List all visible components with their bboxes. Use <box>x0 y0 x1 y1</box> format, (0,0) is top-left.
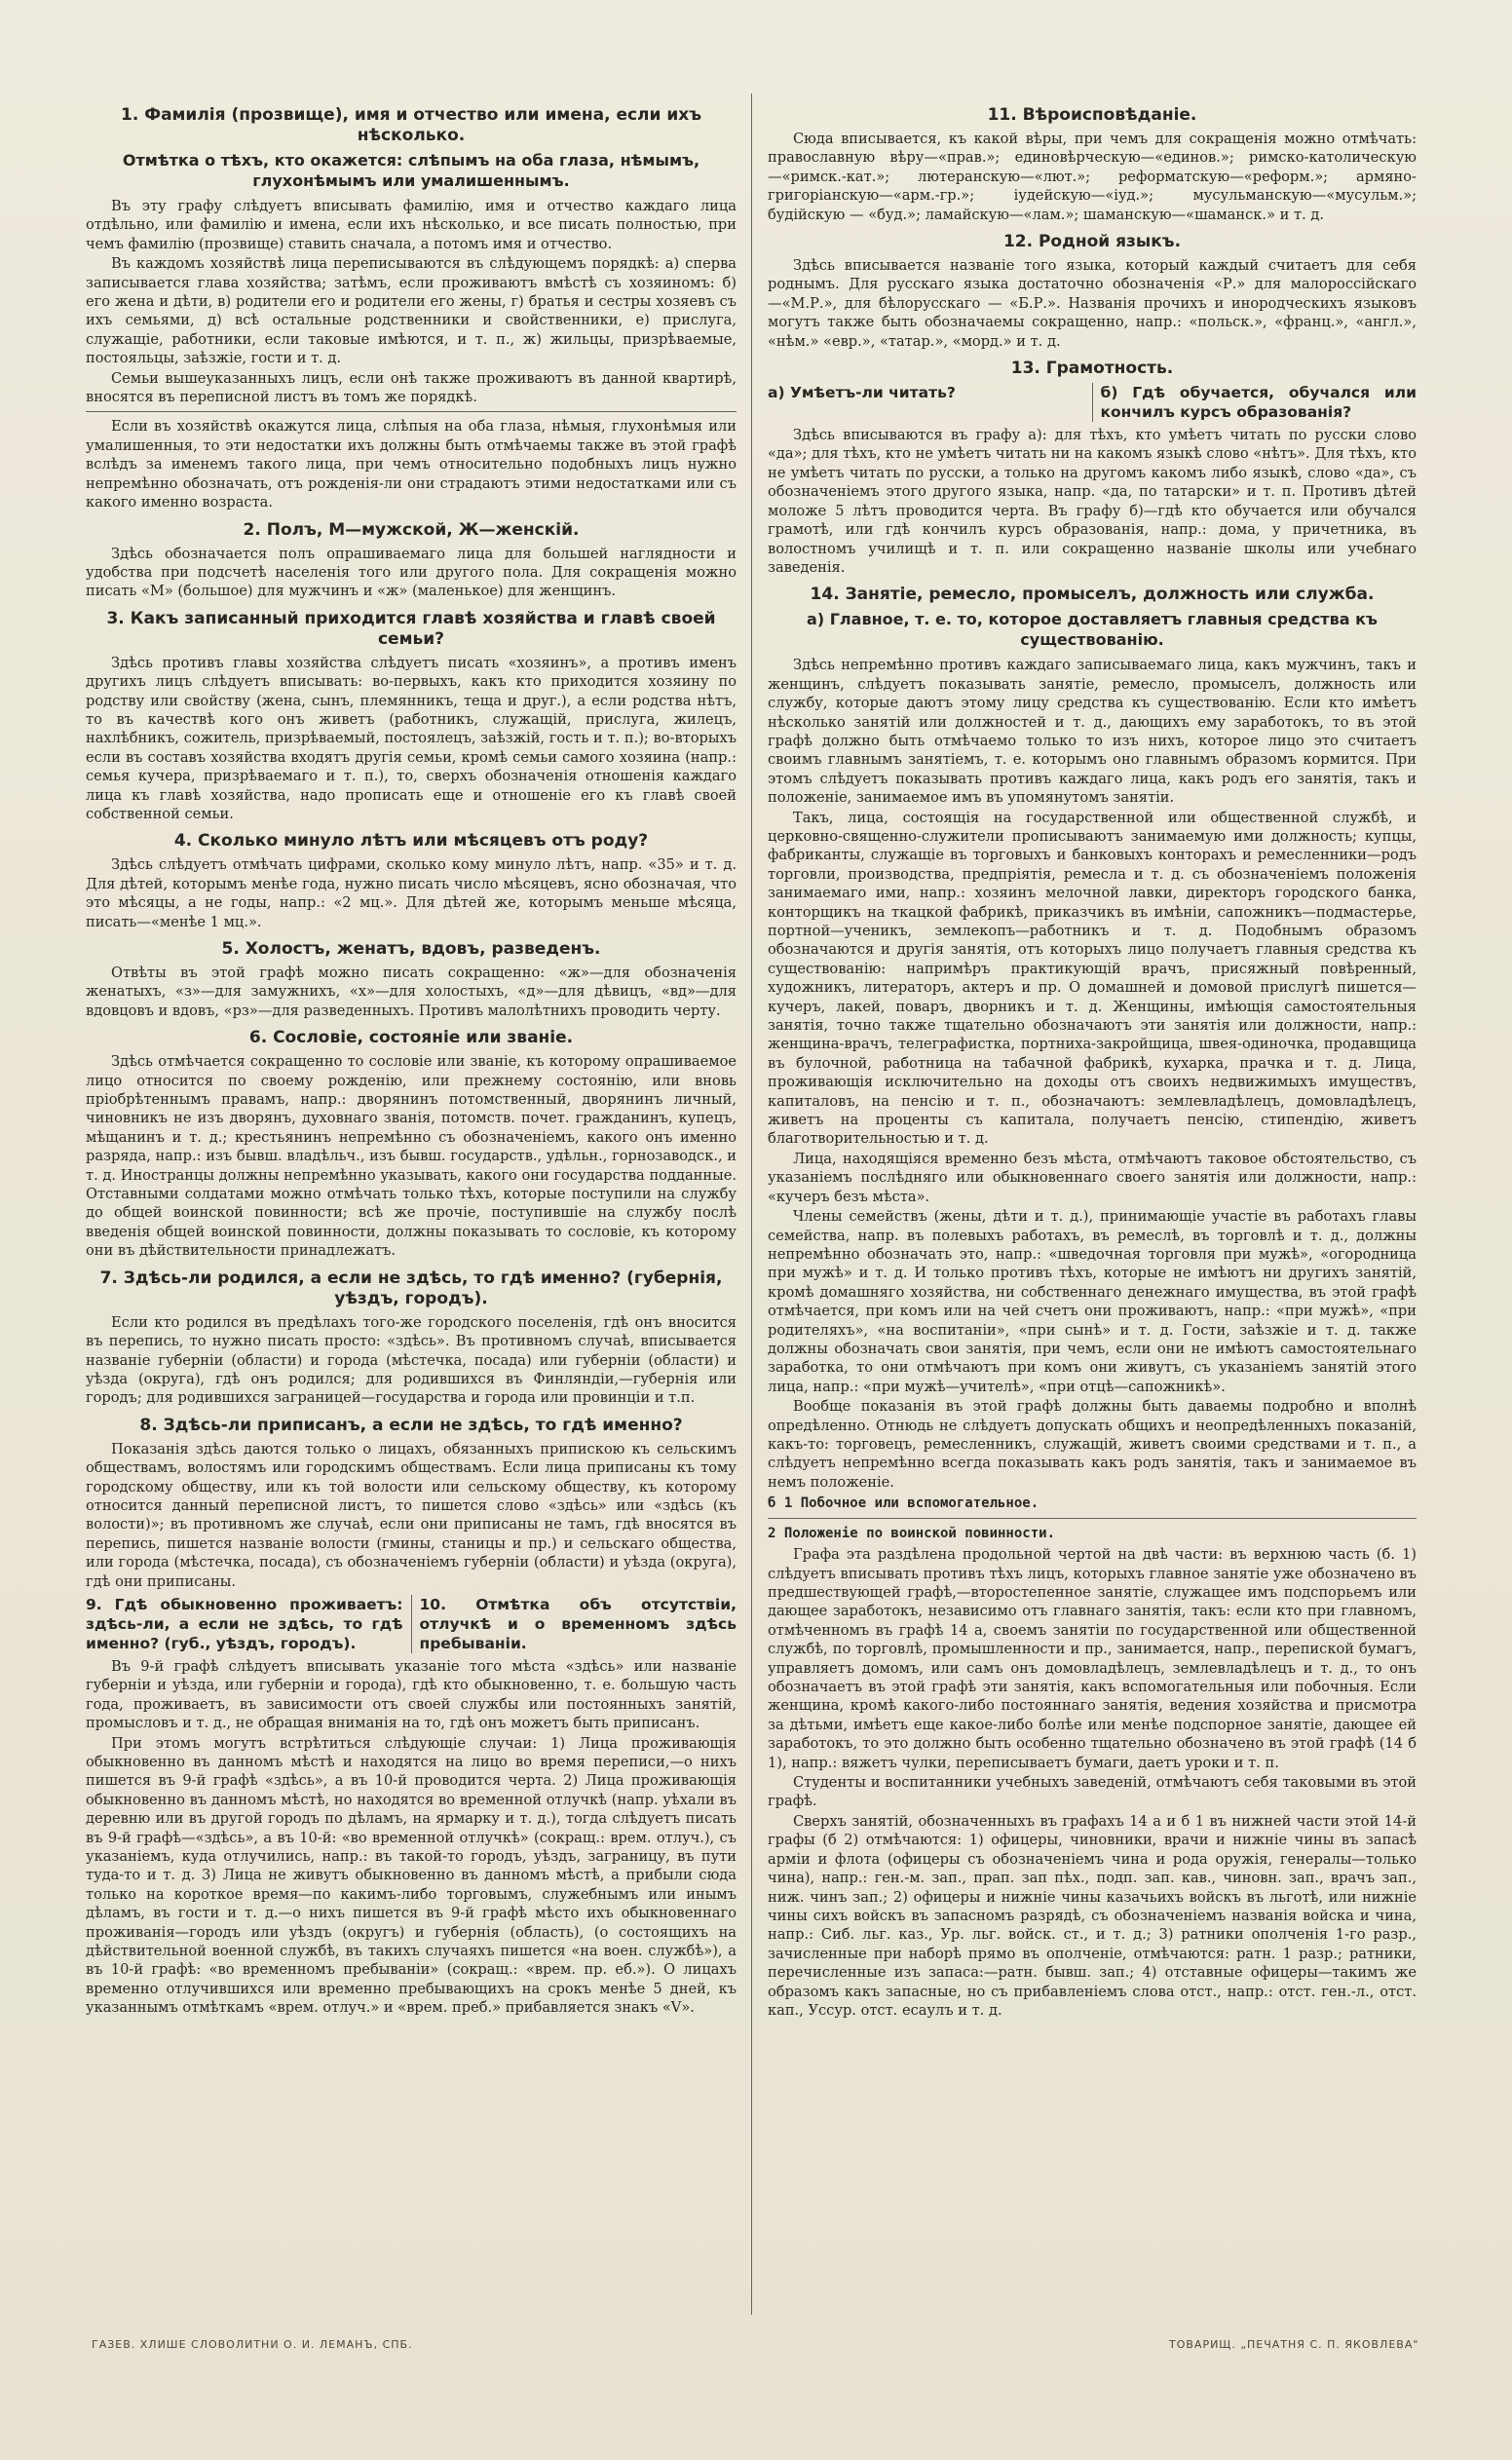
paragraph: Семьи вышеуказанныхъ лицъ, если онѣ также проживаютъ въ данной квартирѣ, вносятся въ переписной листъ въ томъ же порядкѣ. <box>86 369 737 406</box>
section-4-title: 4. Сколько минуло лѣтъ или мѣсяцевъ отъ роду? <box>173 831 649 852</box>
paragraph: Здѣсь непремѣнно противъ каждаго записываемаго лица, какъ мужчинъ, такъ и женщинъ, слѣдуетъ показывать занятіе, ремесло, промыселъ, должность или службу, которые даютъ этому лицу средства къ существованію. Если кто имѣетъ нѣсколько занятій или должностей и т. д., дающихъ ему заработокъ, то въ этой графѣ должно быть отмѣчаемо только то изъ нихъ, которое лицо это считаетъ своимъ главнымъ занятіемъ, т. е. которымъ оно главнымъ образомъ кормится. При этомъ слѣдуетъ показывать противъ каждаго лица, какъ родъ его занятія, такъ и положеніе, занимаемое имъ въ упомянутомъ занятіи. <box>768 657 1417 807</box>
paragraph: Члены семействъ (жены, дѣти и т. д.), принимающіе участіе въ работахъ главы семейства, напр. въ полевыхъ работахъ, въ ремеслѣ, въ торговлѣ и т. д., должны непремѣнно обозначать это, напр.: «шведочная торговля при мужѣ», «огородница при мужѣ» и т. д. И только противъ тѣхъ, которые не имѣютъ ни другихъ занятій, кромѣ домашняго хозяйства, ни собственнаго денежнаго имущества, въ этой графѣ отмѣчается, при комъ или на чей счетъ они проживаютъ, напр.: «при мужѣ», «при родителяхъ», «на воспитаніи», «при сынѣ» и т. д. Гости, заѣзжіе и т. д. также должны обозначать свои занятія, при чемъ, если они не имѣютъ самостоятельнаго заработка, то они отмѣчаютъ при комъ они живутъ, съ указаніемъ занятій этого лица, напр.: «при мужѣ—учителѣ», «при отцѣ—сапожникѣ». <box>768 1208 1417 1395</box>
paragraph: Здѣсь отмѣчается сокращенно то сословіе или званіе, къ которому опрашиваемое лицо относится по своему рожденію, или прежнему состоянію, или вновь пріобрѣтеннымъ правамъ, напр.: дворянинъ потомственный, дворянинъ личный, чиновникъ не изъ дворянъ, духовнаго званія, потомств. почет. гражданинъ, купецъ, мѣщанинъ и т. д.; крестьянинъ непремѣнно съ обозначеніемъ, какого онъ именно разряда, напр.: изъ бывш. владѣльч., изъ бывш. государств., удѣльн., горнозаводск., и т. д. Иностранцы должны непремѣнно указывать, какого они государства подданные. Отставными солдатами можно отмѣчать только тѣхъ, которые поступили на службу до общей воинской повинности; всѣ же прочіе, поступившіе на службу послѣ введенія общей воинской повинности, должны показывать то сословіе, къ которому они въ дѣйствительности принадлежатъ. <box>86 1053 737 1260</box>
paragraph: Сюда вписывается, къ какой вѣры, при чемъ для сокращенія можно отмѣчать: православную вѣру—«прав.»; единовѣрческую—«единов.»; римско-католическую—«римск.-кат.»; лютеранскую—«лют.»; реформатскую—«реформ.»; армяно-григоріанскую—«арм.-гр.»; іудейскую—«іуд.»; мусульманскую—«мусульм.»; будійскую — «буд.»; ламайскую—«лам.»; шаманскую—«шаманск.» и т. д. <box>768 131 1417 223</box>
section-14-b2: 2 Положеніе по воинской повинности. <box>768 1526 1056 1542</box>
paragraph: Здѣсь противъ главы хозяйства слѣдуетъ писать «хозяинъ», а противъ именъ другихъ лицъ слѣдуетъ вписывать: во-первыхъ, какъ кто приходится хозяину по родству или свойству (жена, сынъ, племянникъ, теща и друг.), а если родства нѣтъ, то въ качествѣ кого онъ живетъ (работникъ, служащій, прислуга, жилецъ, нахлѣбникъ, сожитель, призрѣваемый, постоялецъ, заѣзжій, гость и т. п.); во-вторыхъ если въ составъ хозяйства входятъ другія семьи, кромѣ семьи самого хозяина (напр.: семья кучера, призрѣваемаго и т. п.), то, сверхъ обозначенія отношенія каждаго лица къ главѣ хозяйства, надо прописать еще и отношеніе его къ главѣ своей собственной семьи. <box>86 654 737 822</box>
section-9-title: 9. Гдѣ обыкновенно проживаетъ: здѣсь-ли, а если не здѣсь, то гдѣ именно? (губ., уѣздъ, городъ). <box>86 1595 403 1652</box>
section-5-title: 5. Холостъ, женатъ, вдовъ, разведенъ. <box>221 939 601 959</box>
divider <box>768 1518 1417 1519</box>
section-10-title: 10. Отмѣтка объ отсутствіи, отлучкѣ и о временномъ здѣсь пребываніи. <box>411 1595 737 1653</box>
paragraph: Показанія здѣсь даются только о лицахъ, обязанныхъ припискою къ сельскимъ обществамъ, волостямъ или городскимъ обществамъ. Если лица приписаны къ тому городскому обществу, или къ той волости или сельскому обществу, къ которому относится данный переписной листъ, то пишется слово «здѣсь» или «здѣсь (къ волости)»; въ противномъ же случаѣ, если они приписаны не тамъ, гдѣ вносятся въ перепись, пишется названіе волости (гмины, станицы и пр.) и сельскаго общества, или города (мѣстечка, посада), съ обозначеніемъ губерніи (области) и уѣзда (округа), гдѣ они приписаны. <box>86 1440 737 1590</box>
paragraph: Здѣсь обозначается полъ опрашиваемаго лица для большей наглядности и удобства при подсчетѣ населенія того или другого пола. Для сокращенія можно писать «М» (большое) для мужчинъ и «ж» (маленькое) для женщинъ. <box>86 545 737 600</box>
paragraph: Если въ хозяйствѣ окажутся лица, слѣпыя на оба глаза, нѣмыя, глухонѣмыя или умалишенныя, то эти недостатки ихъ должны быть отмѣчаемы также въ этой графѣ вслѣдъ за именемъ такого лица, при чемъ относительно подобныхъ лицъ нужно непремѣнно обозначать, отъ рожденія-ли они страдаютъ этими недостатками или съ какого именно возраста. <box>86 418 737 511</box>
section-12-title: 12. Родной языкъ. <box>1002 232 1182 252</box>
paragraph: Въ каждомъ хозяйствѣ лица переписываются въ слѣдующемъ порядкѣ: а) сперва записывается глава хозяйства; затѣмъ, если проживаютъ вмѣстѣ съ хозяиномъ: б) его жена и дѣти, в) родители его и родители его жены, г) братья и сестры хозяевъ съ ихъ семьями, д) всѣ остальные родственники и свойственники, е) прислуга, служащіе, работники, если таковые имѣются, и т. п., ж) жильцы, призрѣваемые, постояльцы, заѣзжіе, гости и т. д. <box>86 255 737 367</box>
paragraph: Здѣсь вписывается названіе того языка, который каждый считаетъ для себя роднымъ. Для русскаго языка достаточно обозначенія «Р.» для малороссійскаго—«М.Р.», для бѣлорусскаго — «Б.Р.». Названія прочихъ и инородческихъ языковъ могутъ также быть обозначаемы сокращенно, напр.: «польск.», «франц.», «англ.», «нѣм.» «евр.», «татар.», «морд.» и т. д. <box>768 257 1417 350</box>
paragraph: Лица, находящіяся временно безъ мѣста, отмѣчаютъ таковое обстоятельство, съ указаніемъ послѣдняго или обыкновеннаго своего занятія или должности, напр.: «кучеръ безъ мѣста». <box>768 1150 1417 1205</box>
paragraph: Въ 9-й графѣ слѣдуетъ вписывать указаніе того мѣста «здѣсь» или названіе губерніи и уѣзда, или губерніи и города), гдѣ кто обыкновенно, т. е. большую часть года, проживаетъ, въ зависимости отъ своей службы или постоянныхъ занятій, промысловъ и т. д., не обращая вниманія на то, гдѣ онъ можетъ быть приписанъ. <box>86 1657 737 1732</box>
paragraph: Сверхъ занятій, обозначенныхъ въ графахъ 14 а и б 1 въ нижней части этой 14-й графы (б 2) отмѣчаются: 1) офицеры, чиновники, врачи и нижніе чины въ запасѣ арміи и флота (офицеры съ обозначеніемъ чина и рода оружія, генералы—только чина), напр.: ген.-м. зап., прап. зап пѣх., подп. зап. кав., чиновн. зап., врачъ зап., ниж. чинъ зап.; 2) офицеры и нижніе чины казачьихъ войскъ въ льготѣ, или нижніе чины сихъ войскъ въ запасномъ разрядѣ, съ обозначеніемъ названія войска и чина, напр.: Сиб. льг. каз., Ур. льг. войск. ст., и т. д.; 3) ратники ополченія 1-го разр., зачисленные при наборѣ прямо въ ополченіе, отмѣчаются: ратн. 1 разр.; ратники, перечисленные изъ запаса:—ратн. бывш. зап.; 4) отставные офицеры—такимъ же образомъ какъ запасные, но съ прибавленіемъ слова отст., напр.: отст. ген.-л., отст. кап., Уссур. отст. есаулъ и т. д. <box>768 1812 1417 2019</box>
printer-imprint-left: ГАЗЕВ. ХЛИШЕ СЛОВОЛИТНИ О. И. ЛЕМАНЪ, СПБ. <box>92 2338 413 2351</box>
divider <box>86 411 737 412</box>
column-divider <box>751 94 752 2315</box>
left-column <box>86 97 737 2019</box>
section-13-title: 13. Грамотность. <box>1010 359 1174 379</box>
paragraph: Отвѣты въ этой графѣ можно писать сокращенно: «ж»—для обозначенія женатыхъ, «з»—для замужнихъ, «х»—для холостыхъ, «д»—для дѣвицъ, «вд»—для вдовцовъ и вдовъ, «рз»—для разведенныхъ. Противъ малолѣтнихъ проводить черту. <box>86 965 737 1019</box>
sections-9-10-header <box>86 1595 737 1653</box>
section-13-b: б) Гдѣ обучается, обучался или кончилъ курсъ образованія? <box>1092 383 1418 422</box>
paragraph: Вообще показанія въ этой графѣ должны быть даваемы подробно и вполнѣ опредѣленно. Отнюдь не слѣдуетъ допускать общихъ и неопредѣленныхъ показаній, какъ-то: торговецъ, ремесленникъ, служащій, живетъ своими средствами и т. п., а слѣдуетъ непремѣнно всегда показывать какъ родъ занятія, такъ и занимаемое въ немъ положеніе. <box>768 1398 1417 1491</box>
printer-imprint-right: ТОВАРИЩ. „ПЕЧАТНЯ С. П. ЯКОВЛЕВА" <box>1169 2338 1419 2351</box>
section-2-title: 2. Полъ, М—мужской, Ж—женскій. <box>243 519 580 540</box>
section-7-title: 7. Здѣсь-ли родился, а если не здѣсь, то гдѣ именно? (губернія, уѣздъ, городъ). <box>99 1268 723 1308</box>
section-8-title: 8. Здѣсь-ли приписанъ, а если не здѣсь, то гдѣ именно? <box>139 1415 683 1435</box>
paragraph: Графа эта раздѣлена продольной чертой на двѣ части: въ верхнюю часть (б. 1) слѣдуетъ вписывать противъ тѣхъ лицъ, которыхъ главное занятіе уже обозначено въ предшествующей графѣ,—второстепенное занятіе, служащее имъ подспорьемъ или дающее заработокъ, независимо отъ главнаго занятія, такъ: если кто при главномъ, отмѣченномъ въ графѣ 14 а, своемъ занятіи по государственной или общественной службѣ, по торговлѣ, промышленности и пр., занимается, напр., перепиской бумагъ, управляетъ домомъ, или самъ онъ домовладѣлецъ, землевладѣлецъ и т. д., то онъ обозначаетъ въ этой графѣ эти занятія, какъ вспомогательныя или побочныя. Если женщина, кромѣ какого-либо постояннаго занятія, ведения хозяйства и присмотра за дѣтьми, имѣетъ еще какое-либо болѣе или менѣе подспорное занятіе, дающее ей заработокъ, то это должно быть особенно тщательно обозначено въ этой графѣ (14 б 1), напр.: вяжетъ чулки, переписываетъ бумаги, даетъ уроки и т. п. <box>768 1546 1417 1771</box>
paragraph: Здѣсь слѣдуетъ отмѣчать цифрами, сколько кому минуло лѣтъ, напр. «35» и т. д. Для дѣтей, которымъ менѣе года, нужно писать число мѣсяцевъ, ясно обозначая, что это мѣсяцы, а не годы, напр.: «2 мц.». Для дѣтей же, которымъ меньше мѣсяца, писать—«менѣе 1 мц.». <box>86 856 737 930</box>
section-14-title: 14. Занятіе, ремесло, промыселъ, должность или служба. <box>810 585 1375 605</box>
section-13-subheaders <box>768 383 1417 422</box>
section-1-title: 1. Фамилія (прозвище), имя и отчество или имена, если ихъ нѣсколько. <box>121 105 701 145</box>
paragraph: Здѣсь вписываются въ графу а): для тѣхъ, кто умѣетъ читать по русски слово «да»; для тѣхъ, кто не умѣетъ читать ни на какомъ языкѣ слово «нѣтъ». Для тѣхъ, кто не умѣетъ читать по русски, а только на другомъ какомъ либо языкѣ, слово «да», съ обозначеніемъ этого другого языка, напр. «да, по татарски» и т. п. Противъ дѣтей моложе 5 лѣтъ проводится черта. Въ графу б)—гдѣ кто обучается или обучался грамотѣ, или гдѣ кончилъ курсъ образованія, напр.: дома, у причетника, въ волостномъ училищѣ и т. п. или сокращенно названіе школы или учебнаго заведенія. <box>768 427 1417 576</box>
paragraph: При этомъ могутъ встрѣтиться слѣдующіе случаи: 1) Лица проживающія обыкновенно въ данномъ мѣстѣ и находятся на лицо во время переписи,—о нихъ пишется въ 9-й графѣ «здѣсь», а въ 10-й проводится черта. 2) Лица проживающія обыкновенно въ данномъ мѣстѣ, но находятся во временной отлучкѣ (напр. уѣхали въ деревню или въ другой городъ по дѣламъ, на ярмарку и т. д.), тогда слѣдуетъ писать въ 9-й графѣ—«здѣсь», а въ 10-й: «во временной отлучкѣ» (сокращ.: врем. отлуч.), съ указаніемъ, куда отлучились, напр.: въ такой-то городъ, уѣздъ, заграницу, въ пути туда-то и т. д. 3) Лица не живутъ обыкновенно въ данномъ мѣстѣ, а прибыли сюда только на короткое время—по какимъ-либо торговымъ, служебнымъ или инымъ дѣламъ, въ гости и т. д.—о нихъ пишется въ 9-й графѣ мѣсто ихъ обыкновеннаго проживанія—городъ или уѣздъ (округъ) и губернія (область), (о состоящихъ на дѣйствительной военной службѣ, въ такихъ случаяхъ пишется «на воен. службѣ»), а въ 10-й графѣ: «во временномъ пребываніи» (сокращ.: «врем. пр. еб.»). О лицахъ временно отлучившихся или временно пребывающихъ на срокъ менѣе 5 дней, къ указаннымъ отмѣткамъ «врем. отлуч.» и «врем. преб.» прибавляется знакъ «V». <box>86 1734 737 2017</box>
section-3-title: 3. Какъ записанный приходится главѣ хозяйства и главѣ своей семьи? <box>106 608 716 649</box>
section-13-a: а) Умѣетъ-ли читать? <box>768 384 956 402</box>
paragraph: Если кто родился въ предѣлахъ того-же городского поселенія, гдѣ онъ вносится въ перепись, то нужно писать просто: «здѣсь». Въ противномъ случаѣ, вписывается названіе губерніи (области) и города (мѣстечка, посада) или губерніи (области) и уѣзда (округа), гдѣ онъ родился; для родившихся въ Финляндіи,—губернія или городъ; для родившихся заграницей—государства и города или провинціи и т.п. <box>86 1313 737 1407</box>
section-14-b1: б 1 Побочное или вспомогательное. <box>768 1495 1040 1512</box>
section-6-title: 6. Сословіе, состояніе или званіе. <box>248 1028 574 1048</box>
section-1-subtitle: Отмѣтка о тѣхъ, кто окажется: слѣпымъ на оба глаза, нѣмымъ, глухонѣмымъ или умалишеннымъ. <box>122 151 700 190</box>
section-11-title: 11. Вѣроисповѣданіе. <box>987 105 1197 125</box>
paragraph: Студенты и воспитанники учебныхъ заведеній, отмѣчаютъ себя таковыми въ этой графѣ. <box>768 1774 1417 1810</box>
paragraph: Такъ, лица, состоящія на государственной или общественной службѣ, и церковно-священно-служители прописываютъ занимаемую ими должность; купцы, фабриканты, служащіе въ торговыхъ и банковыхъ конторахъ и ремесленники—родъ торговли, производства, предпріятія, ремесла и т. д. съ обозначеніемъ положенія занимаемаго ими, напр.: хозяинъ мелочной лавки, директоръ городского банка, конторщикъ на ткацкой фабрикѣ, приказчикъ въ имѣніи, сапожникъ—подмастерье, портной—ученикъ, землекопъ—работникъ и т. д. Подобнымъ образомъ обозначаются и другія занятія, отъ которыхъ лицо получаетъ главныя средства къ существованію: напримѣръ практикующій врачъ, присяжный повѣренный, художникъ, литераторъ, актеръ и пр. О домашней и домовой прислугѣ пишется—кучеръ, лакей, поваръ, дворникъ и т. д. Женщины, имѣющія самостоятельныя занятія, точно также тщательно обозначаютъ эти занятія или должности, напр.: женщина-врачъ, телеграфистка, портниха-закройщица, швея-одиночка, продавщица въ булочной, работница на табачной фабрикѣ, кухарка, прачка и т. д. Лица, проживающія исключительно на доходы отъ своихъ недвижимыхъ имуществъ, капиталовъ, на пенсію и т. п., обозначаютъ: землевладѣлецъ, домовладѣлецъ, живетъ на проценты съ капитала, получаетъ пенсію, стипендію, живетъ благотворительностью и т. д. <box>768 809 1417 1148</box>
section-14-subtitle-a: а) Главное, т. е. то, которое доставляетъ главныя средства къ существованію. <box>807 610 1378 650</box>
paragraph: Въ эту графу слѣдуетъ вписывать фамилію, имя и отчество каждаго лица отдѣльно, или фамилію и имена, если ихъ нѣсколько, и все писать полностью, при чемъ фамилію (прозвище) ставить сначала, а потомъ имя и отчество. <box>86 198 737 252</box>
right-column <box>768 97 1417 2021</box>
